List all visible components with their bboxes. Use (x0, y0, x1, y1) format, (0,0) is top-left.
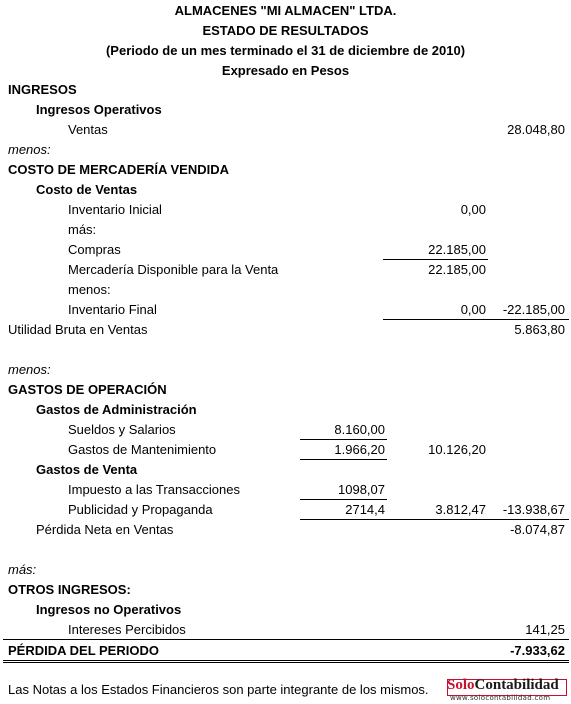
row-compras (0, 240, 571, 260)
line-label: Sueldos y Salarios (68, 422, 176, 437)
row-gastos-venta (0, 460, 571, 480)
subsection-title: Ingresos no Operativos (36, 602, 182, 617)
line-label: Inventario Inicial (68, 202, 162, 217)
line-total: -13.938,67 (502, 502, 565, 517)
connector-label: menos: (68, 282, 111, 297)
row-gastos-operacion (0, 380, 571, 400)
section-title: INGRESOS (8, 82, 77, 97)
row-perdida-neta (0, 520, 571, 540)
subsection-title: Gastos de Venta (36, 462, 138, 477)
row-mas-2 (0, 560, 571, 580)
line-total: 141,25 (525, 622, 565, 637)
line-total: -22.185,00 (502, 302, 565, 317)
line-label: Ventas (68, 122, 108, 137)
double-rule-bottom (3, 660, 569, 661)
row-ventas (0, 120, 571, 140)
company-name: ALMACENES "MI ALMACEN" LTDA. (174, 3, 397, 18)
connector-label: más: (68, 222, 97, 237)
line-label: Impuesto a las Transacciones (68, 482, 240, 497)
connector-label: menos: (8, 362, 51, 377)
row-sueldos (0, 420, 571, 440)
row-mas (0, 220, 571, 240)
line-value: 22.185,00 (428, 262, 486, 277)
row-mercaderia-disponible (0, 260, 571, 280)
line-label: Gastos de Mantenimiento (68, 442, 217, 457)
row-ingresos-no-operativos (0, 600, 571, 620)
logo-contabilidad: Contabilidad (474, 677, 559, 693)
row-ingresos (0, 80, 571, 100)
connector-label: más: (8, 562, 37, 577)
double-rule-top (3, 639, 569, 640)
row-costo-ventas (0, 180, 571, 200)
period-description: (Periodo de un mes terminado el 31 de diciembre de 2010) (105, 43, 466, 58)
subsection-title: Gastos de Administración (36, 402, 197, 417)
line-total: 28.048,80 (507, 122, 565, 137)
logo-solo: Solo (447, 677, 475, 693)
row-menos (0, 140, 571, 160)
row-menos-3 (0, 360, 571, 380)
line-label: Publicidad y Propaganda (68, 502, 213, 517)
line-label: Utilidad Bruta en Ventas (8, 322, 148, 337)
line-value: 0,00 (460, 202, 486, 217)
line-value: 1098,07 (338, 482, 385, 497)
line-subtotal: 10.126,20 (428, 442, 486, 457)
double-rule-bottom-2 (3, 662, 569, 663)
row-gastos-administracion (0, 400, 571, 420)
line-value: 1.966,20 (334, 442, 385, 457)
line-total: -8.074,87 (510, 522, 565, 537)
row-utilidad-bruta (0, 320, 571, 340)
row-publicidad (0, 500, 571, 520)
section-title: PÉRDIDA DEL PERIODO (8, 643, 159, 658)
row-intereses (0, 620, 571, 640)
line-label: Intereses Percibidos (68, 622, 186, 637)
line-value: 2714,4 (345, 502, 385, 517)
line-total: -7.933,62 (510, 643, 565, 658)
line-label: Mercadería Disponible para la Venta (68, 262, 279, 277)
line-label: Pérdida Neta en Ventas (36, 522, 174, 537)
section-title: GASTOS DE OPERACIÓN (8, 382, 167, 397)
row-perdida-periodo (0, 641, 571, 661)
subsection-title: Costo de Ventas (36, 182, 138, 197)
line-subtotal: 3.812,47 (435, 502, 486, 517)
statement-title: ESTADO DE RESULTADOS (202, 23, 369, 38)
line-label: Compras (68, 242, 121, 257)
row-inventario-inicial (0, 200, 571, 220)
connector-label: menos: (8, 142, 51, 157)
line-value: 8.160,00 (334, 422, 385, 437)
subsection-title: Ingresos Operativos (36, 102, 162, 117)
row-costo-mv (0, 160, 571, 180)
row-inventario-final (0, 300, 571, 320)
section-title: COSTO DE MERCADERÍA VENDIDA (8, 162, 230, 177)
row-ingresos-operativos (0, 100, 571, 120)
line-value: 22.185,00 (428, 242, 486, 257)
currency-note: Expresado en Pesos (221, 63, 350, 78)
solocontabilidad-logo[interactable] (447, 678, 569, 702)
row-menos-2 (0, 280, 571, 300)
row-impuesto (0, 480, 571, 500)
row-otros-ingresos (0, 580, 571, 600)
footer-note: Las Notas a los Estados Financieros son parte integrante de los mismos. (8, 682, 429, 697)
section-title: OTROS INGRESOS: (8, 582, 131, 597)
line-value: 0,00 (460, 302, 486, 317)
logo-wordmark (447, 677, 559, 694)
line-label: Inventario Final (68, 302, 157, 317)
line-total: 5.863,80 (514, 322, 565, 337)
row-mantenimiento (0, 440, 571, 460)
logo-url: www.solocontabilidad.com (450, 694, 551, 702)
